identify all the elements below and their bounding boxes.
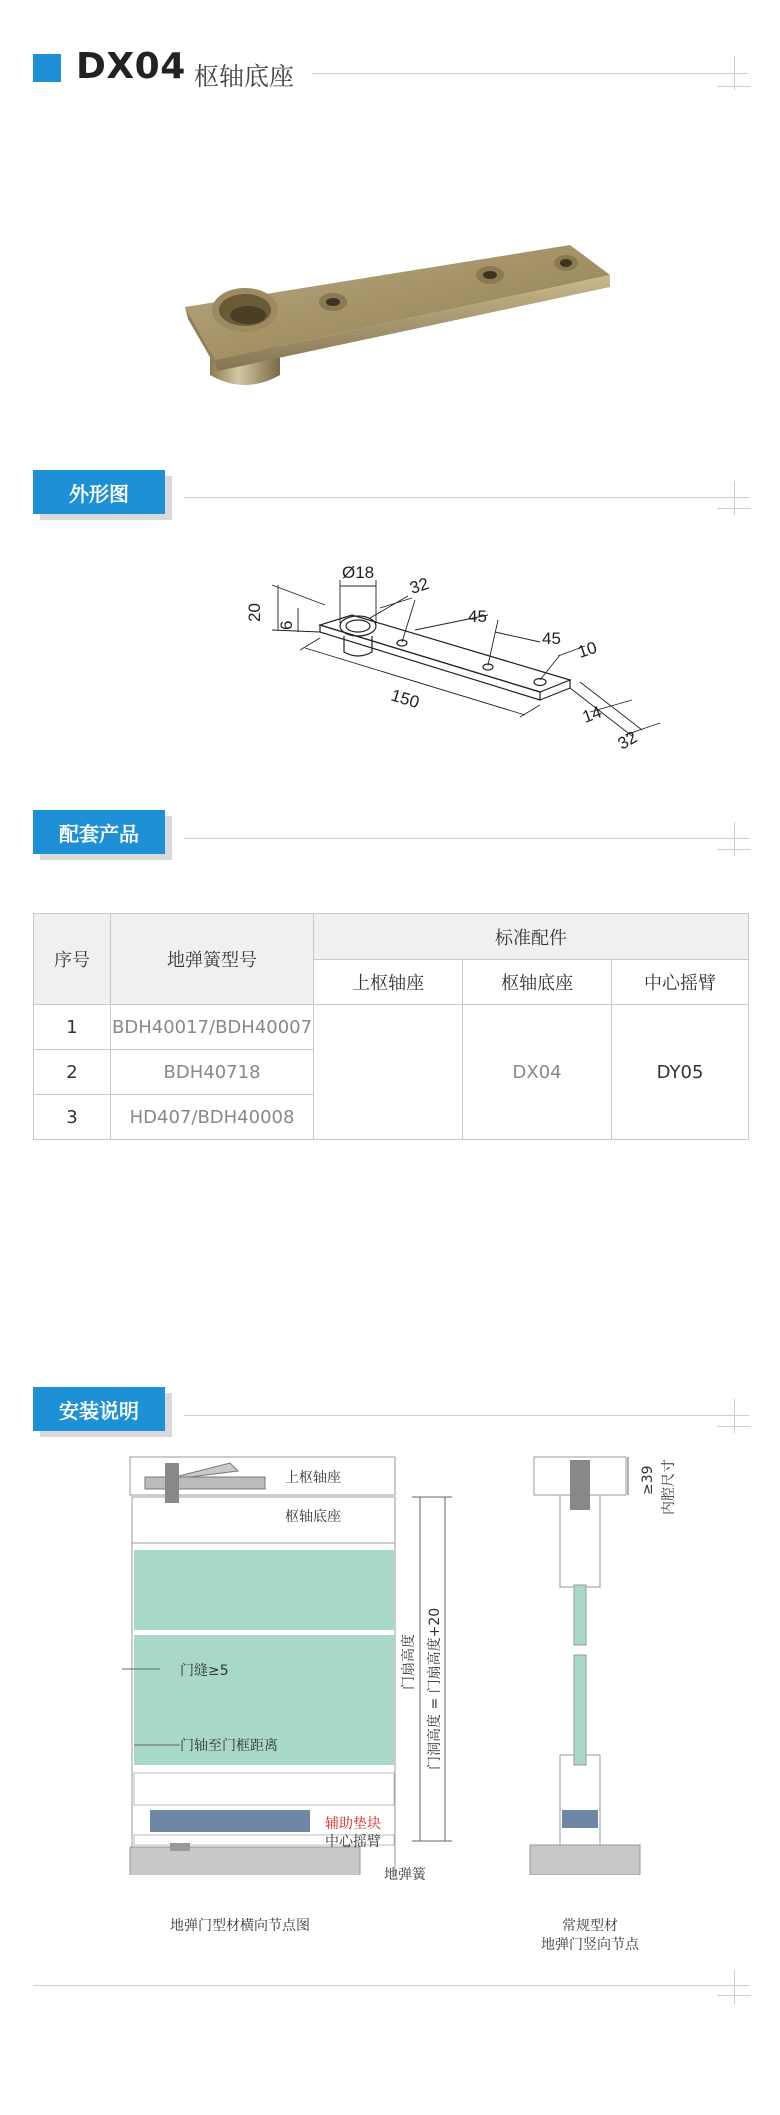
label-inner-size: 内腔尺寸 <box>661 1459 677 1515</box>
th-pivot-base: 枢轴底座 <box>463 960 612 1005</box>
label-axis-distance: 门轴至门框距离 <box>180 1738 278 1754</box>
row-seq: 2 <box>34 1050 111 1095</box>
caption-vertical-1: 常规型材 <box>562 1918 618 1934</box>
section-rule <box>184 497 749 498</box>
dim-d32a: 32 <box>407 573 432 598</box>
title-accent-block <box>33 54 61 82</box>
dim-d18: Ø18 <box>342 563 375 582</box>
footer-rule <box>33 1985 749 1986</box>
section-rule <box>184 838 749 839</box>
section-matching-tab: 配套产品 <box>33 810 165 854</box>
row-seq: 1 <box>34 1005 111 1050</box>
row-model: BDH40017/BDH40007 <box>111 1005 314 1050</box>
dim-d150: 150 <box>388 685 422 713</box>
label-leaf-height: 门扇高度 <box>401 1634 417 1690</box>
header-rule <box>312 73 748 74</box>
label-hole-height: 门洞高度 = 门扇高度+20 <box>427 1607 443 1770</box>
section-tick-h <box>717 1426 751 1427</box>
footer-tick-h <box>717 1995 751 1996</box>
header-tick-h <box>717 86 751 87</box>
section-rule <box>184 1415 749 1416</box>
section-tick <box>734 481 735 515</box>
cell-pivot-base: DX04 <box>463 1005 612 1140</box>
label-upper-pivot: 上枢轴座 <box>285 1470 341 1486</box>
table-row <box>34 1005 749 1050</box>
row-seq: 3 <box>34 1095 111 1140</box>
dim-d32b: 32 <box>614 727 641 754</box>
section-outline-tab: 外形图 <box>33 470 165 514</box>
section-install-tab: 安装说明 <box>33 1387 165 1431</box>
dim-d20: 20 <box>245 603 264 622</box>
dim-d6: 6 <box>277 620 296 630</box>
dim-d10: 10 <box>575 637 600 662</box>
label-floor-spring: 地弹簧 <box>384 1867 426 1883</box>
section-tick <box>734 822 735 856</box>
product-photo <box>170 235 620 405</box>
product-code: DX04 <box>76 46 186 87</box>
section-tick-h <box>717 508 751 509</box>
section-tick-h <box>717 849 751 850</box>
th-model: 地弹簧型号 <box>111 914 314 1005</box>
header-tick <box>734 56 735 90</box>
dim-d45a: 45 <box>468 607 487 626</box>
label-gap: 门缝≥5 <box>180 1663 229 1679</box>
th-seq: 序号 <box>34 914 111 1005</box>
install-vertical-diagram <box>520 1455 660 1875</box>
th-std: 标准配件 <box>314 914 749 960</box>
cell-center-arm: DY05 <box>612 1005 749 1140</box>
caption-horizontal: 地弹门型材横向节点图 <box>170 1918 310 1934</box>
label-aux-pad: 辅助垫块 <box>325 1816 381 1832</box>
row-model: HD407/BDH40008 <box>111 1095 314 1140</box>
label-ge39: ≥39 <box>640 1465 656 1495</box>
th-center-arm: 中心摇臂 <box>612 960 749 1005</box>
label-center-arm: 中心摇臂 <box>325 1834 381 1850</box>
row-model: BDH40718 <box>111 1050 314 1095</box>
product-name: 枢轴底座 <box>194 62 295 91</box>
caption-vertical-2: 地弹门竖向节点 <box>541 1937 639 1953</box>
dim-d14: 14 <box>579 702 605 727</box>
dimension-drawing <box>240 560 680 760</box>
th-upper-pivot: 上枢轴座 <box>314 960 463 1005</box>
section-tick <box>734 1399 735 1433</box>
dim-d45b: 45 <box>542 629 561 648</box>
footer-tick <box>734 1970 735 2004</box>
matching-table <box>33 913 749 1140</box>
label-pivot-base: 枢轴底座 <box>285 1509 341 1525</box>
cell-upper-pivot <box>314 1005 463 1140</box>
